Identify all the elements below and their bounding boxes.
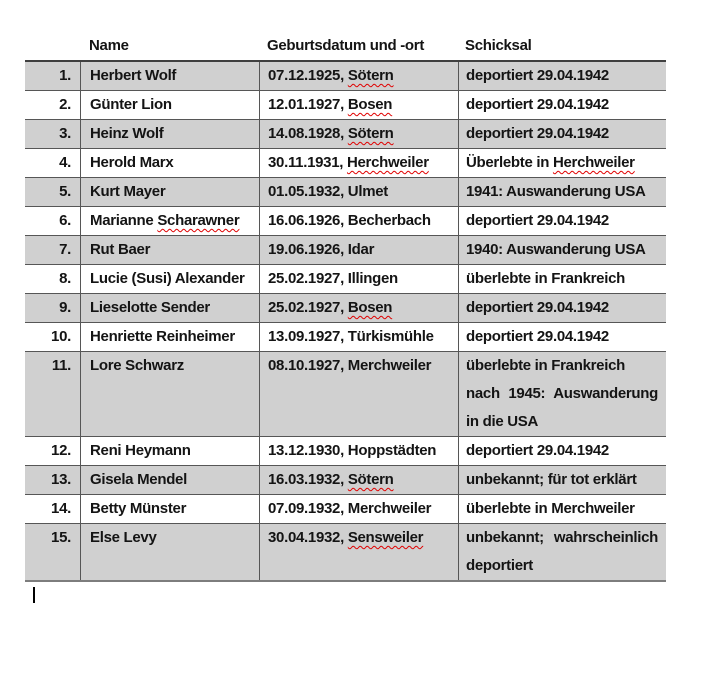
cell-row-number[interactable]: 13. [51, 471, 71, 488]
text-segment: Lieselotte Sender [90, 299, 210, 316]
cell-name[interactable] [80, 466, 259, 494]
cell-name[interactable] [80, 149, 259, 177]
cell-row-number[interactable]: 8. [59, 270, 71, 287]
cell-birthdate-place[interactable] [259, 495, 458, 523]
cell-fate[interactable] [458, 466, 666, 494]
cell-name[interactable] [80, 437, 259, 465]
cell-birthdate-place[interactable] [259, 294, 458, 322]
text-segment: 1940: Auswanderung USA [466, 241, 646, 258]
cell-row-number[interactable]: 6. [59, 212, 71, 229]
text-segment: überlebte in Frankreich [466, 270, 625, 287]
table-row [25, 62, 666, 91]
table-row [25, 352, 666, 437]
cell-birthdate-place[interactable] [259, 91, 458, 119]
text-segment: 14.08.1928, [268, 125, 348, 142]
table-row [25, 323, 666, 352]
text-segment: 12.01.1927, [268, 96, 348, 113]
fate-paragraph [466, 207, 658, 235]
table-row [25, 265, 666, 294]
table-row [25, 294, 666, 323]
cell-name[interactable] [80, 207, 259, 235]
misspelled-word: Sötern [347, 471, 394, 488]
fate-paragraph [466, 178, 658, 206]
cell-row-number[interactable]: 1. [59, 67, 71, 84]
cell-birthdate-place[interactable] [259, 265, 458, 293]
text-segment: Gisela Mendel [90, 471, 187, 488]
cell-fate[interactable] [458, 294, 666, 322]
text-segment: Kurt Mayer [90, 183, 166, 200]
text-segment: Betty Münster [90, 500, 187, 517]
cell-birthdate-place[interactable] [259, 352, 458, 436]
cell-fate[interactable] [458, 62, 666, 90]
cell-row-number[interactable]: 4. [59, 154, 71, 171]
cell-birthdate-place[interactable] [259, 120, 458, 148]
text-segment: deportiert 29.04.1942 [466, 96, 609, 113]
fate-paragraph [466, 437, 658, 465]
cell-fate[interactable] [458, 207, 666, 235]
text-segment: 13.12.1930, Hoppstädten [268, 442, 437, 459]
cell-name[interactable] [80, 265, 259, 293]
table-row [25, 91, 666, 120]
victims-table [25, 30, 666, 582]
column-header-fate[interactable]: Schicksal [465, 37, 532, 54]
misspelled-word: Herchweiler [346, 154, 429, 171]
text-segment: überlebte in Frankreich [466, 357, 625, 374]
cell-fate[interactable] [458, 495, 666, 523]
text-segment: Herold Marx [90, 154, 174, 171]
text-segment: 07.09.1932, Merchweiler [268, 500, 432, 517]
cell-birthdate-place[interactable] [259, 149, 458, 177]
cell-birthdate-place[interactable] [259, 524, 458, 580]
text-segment: 25.02.1927, [268, 299, 348, 316]
cell-fate[interactable] [458, 120, 666, 148]
cell-row-number[interactable]: 3. [59, 125, 71, 142]
cell-fate[interactable] [458, 437, 666, 465]
fate-paragraph [466, 120, 658, 148]
cell-birthdate-place[interactable] [259, 466, 458, 494]
column-header-birth[interactable]: Geburtsdatum und -ort [267, 37, 425, 54]
table-row [25, 495, 666, 524]
cell-row-number[interactable]: 2. [59, 96, 71, 113]
cell-name[interactable] [80, 352, 259, 436]
text-segment: Henriette Reinheimer [90, 328, 235, 345]
text-segment: Else Levy [90, 529, 157, 546]
text-segment: 13.09.1927, Türkismühle [268, 328, 434, 345]
text-segment: 25.02.1927, Illingen [268, 270, 398, 287]
table-row [25, 207, 666, 236]
table-row [25, 236, 666, 265]
text-segment: 07.12.1925, [268, 67, 348, 84]
cell-birthdate-place[interactable] [259, 437, 458, 465]
cell-name[interactable] [80, 294, 259, 322]
table-body [25, 60, 666, 582]
table-row [25, 178, 666, 207]
fate-paragraph [466, 495, 658, 523]
cell-birthdate-place[interactable] [259, 323, 458, 351]
cell-birthdate-place[interactable] [259, 236, 458, 264]
fate-paragraph [466, 91, 658, 119]
cell-row-number[interactable]: 11. [51, 357, 71, 374]
cell-fate[interactable] [458, 524, 666, 580]
cell-name[interactable] [80, 91, 259, 119]
text-segment: 16.03.1932, [268, 471, 348, 488]
text-segment: deportiert 29.04.1942 [466, 299, 609, 316]
text-segment: Herbert Wolf [90, 67, 177, 84]
cell-fate[interactable] [458, 265, 666, 293]
text-segment: 30.11.1931, [268, 154, 347, 171]
text-segment: deportiert 29.04.1942 [466, 442, 609, 459]
fate-paragraph [466, 294, 658, 322]
cell-row-number[interactable]: 7. [59, 241, 71, 258]
table-row [25, 437, 666, 466]
text-segment: Reni Heymann [90, 442, 191, 459]
text-segment: 08.10.1927, Merchweiler [268, 357, 432, 374]
text-segment: Marianne [90, 212, 158, 229]
fate-paragraph [466, 62, 658, 90]
cell-birthdate-place[interactable] [259, 207, 458, 235]
text-segment: Rut Baer [90, 241, 151, 258]
fate-paragraph [466, 323, 658, 351]
text-segment: deportiert 29.04.1942 [466, 67, 609, 84]
column-header-name[interactable]: Name [89, 37, 129, 54]
cell-name[interactable] [80, 236, 259, 264]
table-row [25, 120, 666, 149]
cell-name[interactable] [80, 178, 259, 206]
cell-name[interactable] [80, 323, 259, 351]
text-segment: 1941: Auswanderung USA [466, 183, 646, 200]
cell-fate[interactable] [458, 352, 666, 436]
cell-name[interactable] [80, 524, 259, 580]
fate-paragraph [466, 524, 658, 580]
misspelled-word: Bosen [347, 299, 393, 316]
cell-name[interactable] [80, 495, 259, 523]
cell-fate[interactable] [458, 236, 666, 264]
cell-birthdate-place[interactable] [259, 62, 458, 90]
text-segment: deportiert 29.04.1942 [466, 328, 609, 345]
misspelled-word: Sötern [347, 125, 394, 142]
misspelled-word: Herchweiler [552, 154, 635, 171]
column-header-number[interactable] [25, 32, 80, 60]
text-segment: deportiert 29.04.1942 [466, 125, 609, 142]
fate-paragraph [466, 236, 658, 264]
table-header-row [25, 30, 666, 60]
text-segment: 30.04.1932, [268, 529, 348, 546]
text-segment: Lucie (Susi) Alexander [90, 270, 245, 287]
cell-name[interactable] [80, 120, 259, 148]
cell-fate[interactable] [458, 323, 666, 351]
fate-paragraph [466, 265, 658, 293]
cell-row-number[interactable]: 12. [51, 442, 71, 459]
cell-row-number[interactable]: 10. [51, 328, 71, 345]
fate-paragraph [466, 352, 658, 380]
misspelled-word: Bosen [347, 96, 393, 113]
fate-paragraph [466, 466, 658, 494]
table-row [25, 466, 666, 495]
table-row [25, 524, 666, 582]
fate-paragraph [466, 380, 658, 436]
cell-row-number[interactable]: 14. [51, 500, 71, 517]
text-segment: Lore Schwarz [90, 357, 184, 374]
cell-birthdate-place[interactable] [259, 178, 458, 206]
text-segment: 16.06.1926, Becherbach [268, 212, 431, 229]
text-segment: nach 1945: Auswanderung in die USA [466, 385, 658, 430]
fate-paragraph [466, 149, 658, 177]
text-segment: 19.06.1926, Idar [268, 241, 375, 258]
text-segment: Günter Lion [90, 96, 172, 113]
cell-row-number[interactable]: 15. [51, 529, 71, 546]
table-row [25, 149, 666, 178]
cell-row-number[interactable]: 5. [59, 183, 71, 200]
cell-fate[interactable] [458, 91, 666, 119]
cell-name[interactable] [80, 62, 259, 90]
cell-fate[interactable] [458, 178, 666, 206]
text-segment: unbekannt; wahrscheinlich deportiert [466, 529, 658, 574]
text-caret [33, 587, 35, 603]
text-segment: Überlebte in [466, 154, 553, 171]
text-segment: überlebte in Merchweiler [466, 500, 635, 517]
text-segment: 01.05.1932, Ulmet [268, 183, 388, 200]
cell-row-number[interactable]: 9. [59, 299, 71, 316]
misspelled-word: Sensweiler [347, 529, 424, 546]
text-segment: Heinz Wolf [90, 125, 164, 142]
text-segment: deportiert 29.04.1942 [466, 212, 609, 229]
text-segment: unbekannt; für tot erklärt [466, 471, 637, 488]
cell-fate[interactable] [458, 149, 666, 177]
misspelled-word: Scharawner [157, 212, 240, 229]
misspelled-word: Sötern [347, 67, 394, 84]
